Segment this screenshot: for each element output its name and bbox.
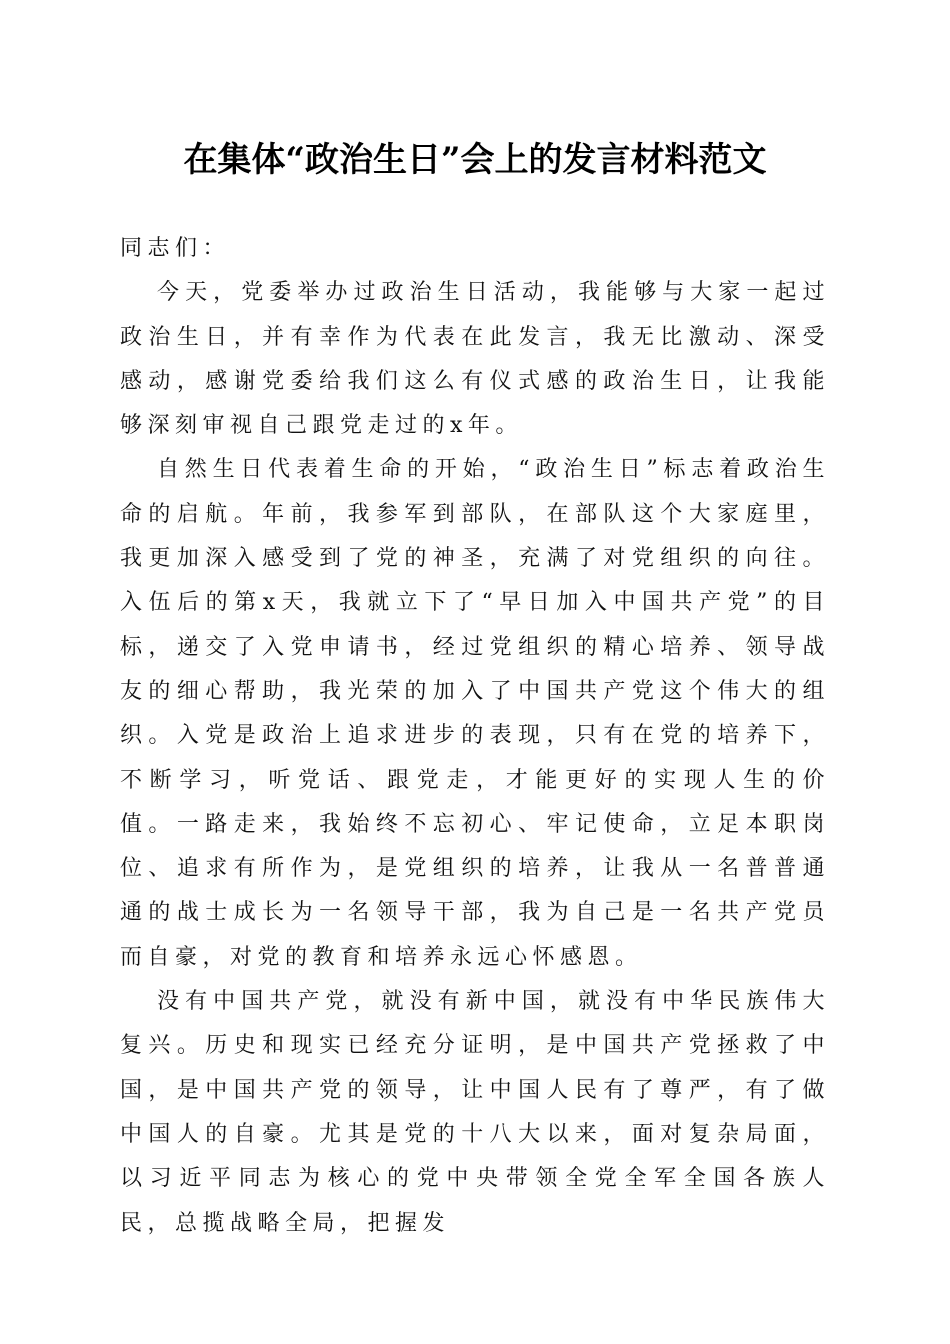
document-title: 在集体“政治生日”会上的发言材料范文 — [183, 140, 767, 180]
paragraph-3: 没有中国共产党，就没有新中国，就没有中华民族伟大复兴。历史和现实已经充分证明，是中国共产党拯救了中国，是中国共产党的领导，让中国人民有了尊严，有了做中国人的自豪。尤其是党的十八大以来，面对复杂局面，以习近平同志为核心的党中央带领全党全军全国各族人民，总揽战略全局，把握发 — [120, 989, 830, 1236]
document-body — [120, 227, 830, 1246]
paragraph-1: 今天，党委举办过政治生日活动，我能够与大家一起过政治生日，并有幸作为代表在此发言，我无比激动、深受感动，感谢党委给我们这么有仪式感的政治生日，让我能够深刻审视自己跟党走过的x年。 — [120, 280, 830, 439]
paragraph-2: 自然生日代表着生命的开始，“政治生日”标志着政治生命的启航。年前，我参军到部队，在部队这个大家庭里，我更加深入感受到了党的神圣，充满了对党组织的向往。入伍后的第x天，我就立下了“早日加入中国共产党”的目标，递交了入党申请书，经过党组织的精心培养、领导战友的细心帮助，我光荣的加入了中国共产党这个伟大的组织。入党是政治上追求进步的表现，只有在党的培养下，不断学习，听党话、跟党走，才能更好的实现人生的价值。一路走来，我始终不忘初心、牢记使命，立足本职岗位、追求有所作为，是党组织的培养，让我从一名普普通通的战士成长为一名领导干部，我为自己是一名共产党员而自豪，对党的教育和培养永远心怀感恩。 — [120, 457, 830, 970]
salutation: 同志们： — [120, 236, 231, 261]
